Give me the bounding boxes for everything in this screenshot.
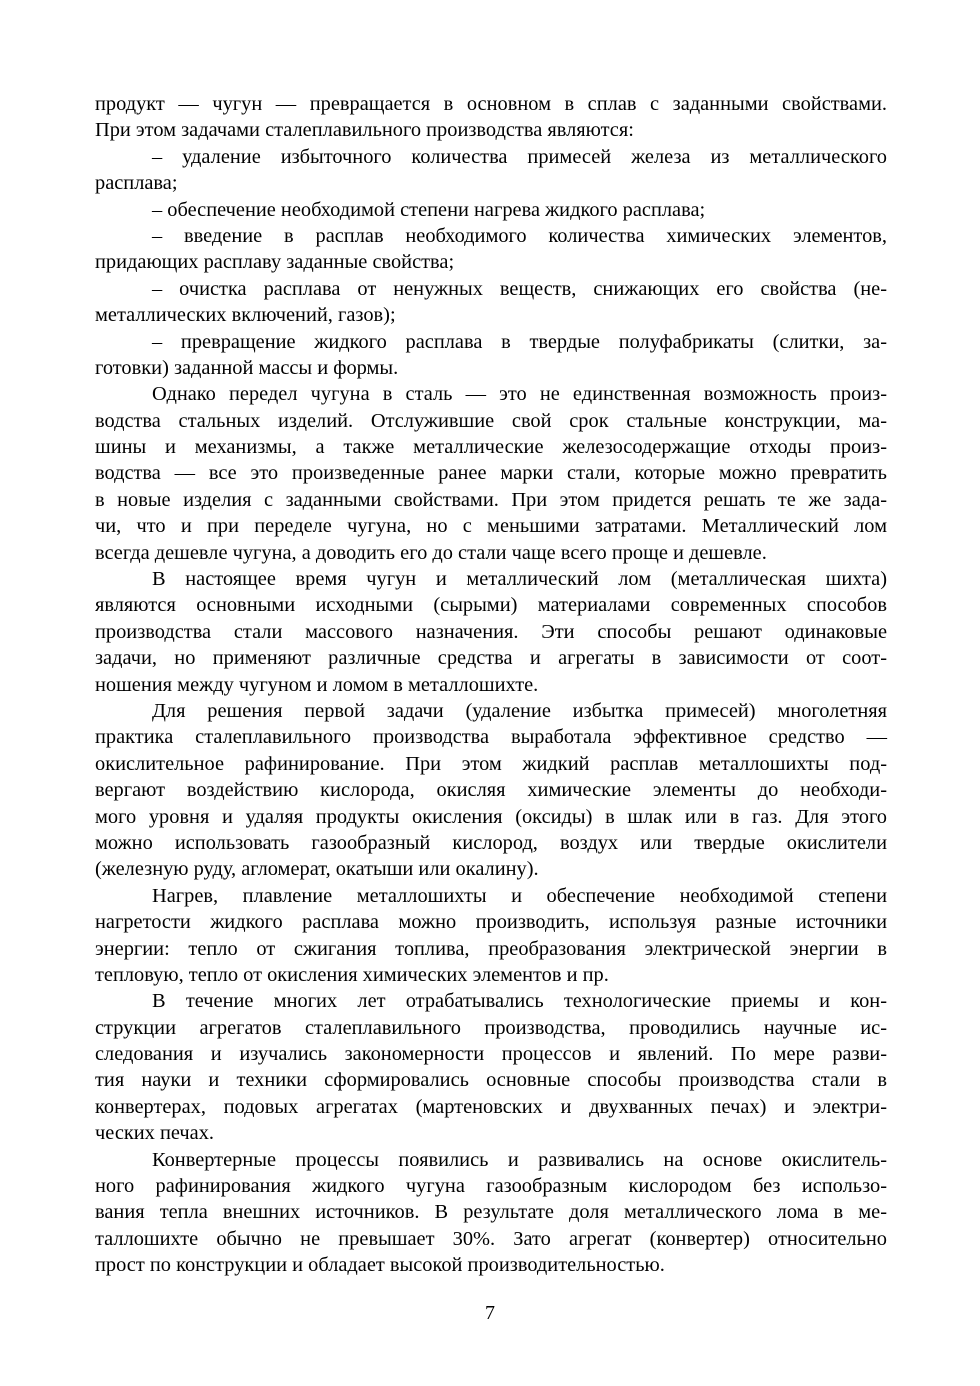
text-line: ношения между чугуном и ломом в металлошихте. [95,673,539,696]
text-line: продукт — чугун — превращается в основном в сплав с заданными свойствами. [95,93,887,115]
text-line: производства стали массового назначения. Эти способы решают одинаковые [95,620,887,643]
text-line: являются основными исходными (сырыми) материалами современных способов [95,594,887,617]
list-item: – очистка расплава от ненужных веществ, снижающих его свойства (не- [152,277,887,300]
text-line: нагретости жидкого расплава можно производить, используя разные источники [95,911,887,934]
text-line: тия науки и техники сформировались основные способы производства стали в [95,1069,887,1092]
text-line: водства — все это произведенные ранее марки стали, которые можно превратить [95,462,887,485]
paragraph-start: Нагрев, плавление металлошихты и обеспечение необходимой степени [152,884,887,907]
page-body [95,91,887,1279]
list-item: – введение в расплав необходимого количества химических элементов, [152,224,887,247]
text-line: шины и механизмы, а также металлические железосодержащие отходы произ- [95,436,887,459]
text-line: ческих печах. [95,1122,215,1145]
paragraph-start: Для решения первой задачи (удаление избытка примесей) многолетняя [152,699,887,722]
list-item: – удаление избыточного количества примесей железа из металлического [152,145,887,168]
text-line: металлических включений, газов); [95,304,396,327]
text-line: в новые изделия с заданными свойствами. При этом придется решать те же зада- [95,488,887,511]
text-line: вергают воздействию кислорода, окисляя химические элементы до необходи- [95,779,887,802]
text-line: таллошихте обычно не превышает 30%. Зато агрегат (конвертер) относительно [95,1227,887,1250]
text-line: чи, что и при переделе чугуна, но с меньшими затратами. Металлический лом [95,515,887,538]
text-line: расплава; [95,172,178,195]
paragraph-start: В течение многих лет отрабатывались технологические приемы и кон- [152,990,887,1013]
text-line: конвертерах, подовых агрегатах (мартеновских и двухванных печах) и электри- [95,1095,887,1118]
text-line: можно использовать газообразный кислород, воздух или твердые окислители [95,831,887,854]
text-line: практика сталеплавильного производства выработала эффективное средство — [95,726,887,749]
text-line: энергии: тепло от сжигания топлива, преобразования электрической энергии в [95,937,887,960]
text-line: вания тепла внешних источников. В результате доля металлического лома в ме- [95,1201,887,1224]
text-line: окислительное рафинирование. При этом жидкий расплав металлошихты под- [95,752,887,775]
paragraph-start: В настоящее время чугун и металлический лом (металлическая шихта) [152,568,887,591]
text-line: готовки) заданной массы и формы. [95,356,399,379]
text-line: ного рафинирования жидкого чугуна газообразным кислородом без использо- [95,1175,887,1198]
text-line: тепловую, тепло от окисления химических элементов и пр. [95,963,609,986]
page-number: 7 [485,1302,495,1324]
text-line: всегда дешевле чугуна, а доводить его до стали чаще всего проще и дешевле. [95,541,767,564]
text-line: следования и изучались закономерности процессов и явлений. По мере разви- [95,1043,887,1066]
list-item: – обеспечение необходимой степени нагрева жидкого расплава; [152,198,706,221]
text-line: мого уровня и удаляя продукты окисления (оксиды) в шлак или в газ. Для этого [95,805,887,828]
text-line: струкции агрегатов сталеплавильного производства, проводились научные ис- [95,1016,887,1039]
text-line: придающих расплаву заданные свойства; [95,251,455,274]
list-item: – превращение жидкого расплава в твердые полуфабрикаты (слитки, за- [152,330,887,353]
paragraph-start: Однако передел чугуна в сталь — это не единственная возможность произ- [152,383,887,406]
text-line: При этом задачами сталеплавильного производства являются: [95,119,634,142]
text-line: (железную руду, агломерат, окатыши или окалину). [95,858,539,881]
paragraph-start: Конвертерные процессы появились и развивались на основе окислитель- [152,1148,887,1171]
text-line: водства стальных изделий. Отслужившие свой срок стальные конструкции, ма- [95,409,887,432]
text-line: задачи, но применяют различные средства и агрегаты в зависимости от соот- [95,647,887,670]
text-line: прост по конструкции и обладает высокой производительностью. [95,1254,665,1277]
